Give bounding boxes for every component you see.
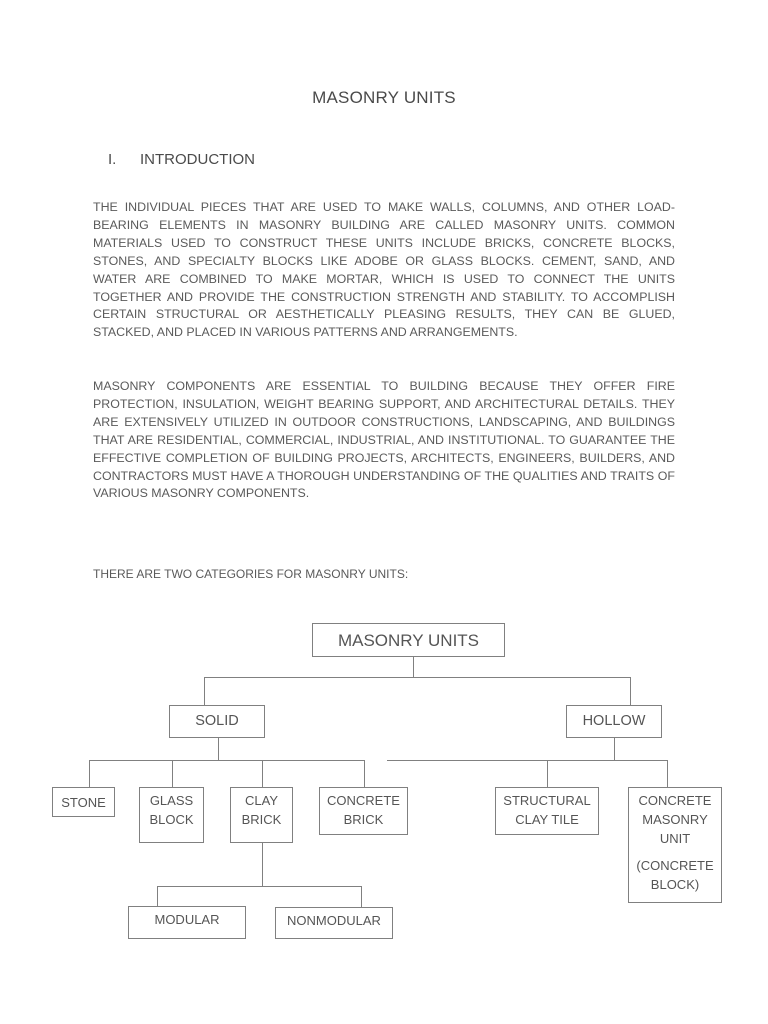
structural-clay-tile-node — [495, 787, 599, 835]
connector — [413, 656, 414, 677]
glass-block-node — [139, 787, 204, 843]
nonmodular-label: NONMODULAR — [287, 913, 381, 928]
intro-paragraph-2: MASONRY COMPONENTS ARE ESSENTIAL TO BUILDING BECAUSE THEY OFFER FIRE PROTECTION, INSULATION, WEIGHT BEARING SUPPORT, AND ARCHITECTURAL DETAILS. THEY ARE EXTENSIVELY UTILIZED IN OUTDOOR CONSTRUCTIONS, LANDSCAPING, AND BUILDINGS THAT ARE RESIDENTIAL, COMMERCIAL, INDUSTRIAL, AND INSTITUTIONAL. TO GUARANTEE THE EFFECTIVE COMPLETION OF BUILDING PROJECTS, ARCHITECTS, ENGINEERS, BUILDERS, AND CONTRACTORS MUST HAVE A THOROUGH UNDERSTANDING OF THE QUALITIES AND TRAITS OF VARIOUS MASONRY COMPONENTS. — [93, 379, 675, 501]
connector — [667, 760, 668, 788]
masonry-units-node — [312, 623, 505, 657]
cmu-label-line1: CONCRETE — [638, 793, 712, 808]
solid-label: SOLID — [195, 713, 239, 729]
concrete-brick-label-line1: CONCRETE — [327, 793, 400, 808]
connector — [364, 760, 365, 788]
cmu-alt-label-line1: (CONCRETE — [636, 858, 714, 873]
connector — [157, 886, 158, 907]
connector — [157, 886, 361, 887]
glass-block-label-line2: BLOCK — [149, 812, 194, 827]
connector — [89, 760, 364, 761]
section-heading — [108, 151, 255, 168]
connector — [547, 760, 548, 788]
connector — [387, 760, 668, 761]
cmu-label-line2: MASONRY — [642, 812, 708, 827]
connector — [218, 737, 219, 760]
cmu-label-line3: UNIT — [659, 831, 691, 846]
clay-brick-label-line2: BRICK — [241, 812, 282, 827]
modular-node — [128, 906, 246, 939]
page-title: MASONRY UNITS — [312, 88, 456, 107]
connector — [89, 760, 90, 788]
connector — [614, 737, 615, 760]
hollow-node — [566, 705, 662, 738]
connector — [630, 677, 631, 705]
connector — [361, 886, 362, 908]
connector — [204, 677, 205, 705]
stone-label: STONE — [61, 794, 106, 810]
intro-paragraph-1: THE INDIVIDUAL PIECES THAT ARE USED TO MAKE WALLS, COLUMNS, AND OTHER LOAD-BEARING ELEMENTS IN MASONRY BUILDING ARE CALLED MASONRY UNITS. COMMON MATERIALS USED TO CONSTRUCT THESE UNITS INCLUDE BRICKS, CONCRETE BLOCKS, STONES, AND SPECIALTY BLOCKS LIKE ADOBE OR GLASS BLOCKS. CEMENT, SAND, AND WATER ARE COMBINED TO MAKE MORTAR, WHICH IS USED TO CONNECT THE UNITS TOGETHER AND PROVIDE THE CONSTRUCTION STRENGTH AND STABILITY. TO ACCOMPLISH CERTAIN STRUCTURAL OR AESTHETICALLY PLEASING RESULTS, THEY CAN BE GLUED, STACKED, AND PLACED IN VARIOUS PATTERNS AND ARRANGEMENTS. — [93, 200, 675, 340]
concrete-brick-node — [319, 787, 408, 835]
structural-clay-tile-label-line2: CLAY TILE — [515, 812, 579, 827]
section-number: I. — [108, 151, 117, 168]
solid-node — [169, 705, 265, 738]
clay-brick-node — [230, 787, 293, 843]
hollow-label: HOLLOW — [582, 713, 646, 729]
masonry-units-label: MASONRY UNITS — [337, 630, 480, 650]
connector — [172, 760, 173, 788]
clay-brick-label-line1: CLAY — [245, 793, 278, 808]
structural-clay-tile-label-line1: STRUCTURAL — [503, 793, 591, 808]
glass-block-label-line1: GLASS — [149, 793, 194, 808]
connector — [262, 760, 263, 788]
modular-label: MODULAR — [154, 912, 220, 927]
nonmodular-node — [275, 907, 393, 939]
cmu-alt-label-line2: BLOCK) — [650, 877, 700, 892]
connector — [204, 677, 630, 678]
concrete-masonry-unit-node — [628, 787, 722, 903]
categories-lead: THERE ARE TWO CATEGORIES FOR MASONRY UNITS: — [93, 567, 409, 581]
concrete-brick-label-line2: BRICK — [343, 812, 384, 827]
stone-node — [52, 787, 115, 817]
connector — [262, 842, 263, 886]
section-title: INTRODUCTION — [140, 151, 255, 168]
